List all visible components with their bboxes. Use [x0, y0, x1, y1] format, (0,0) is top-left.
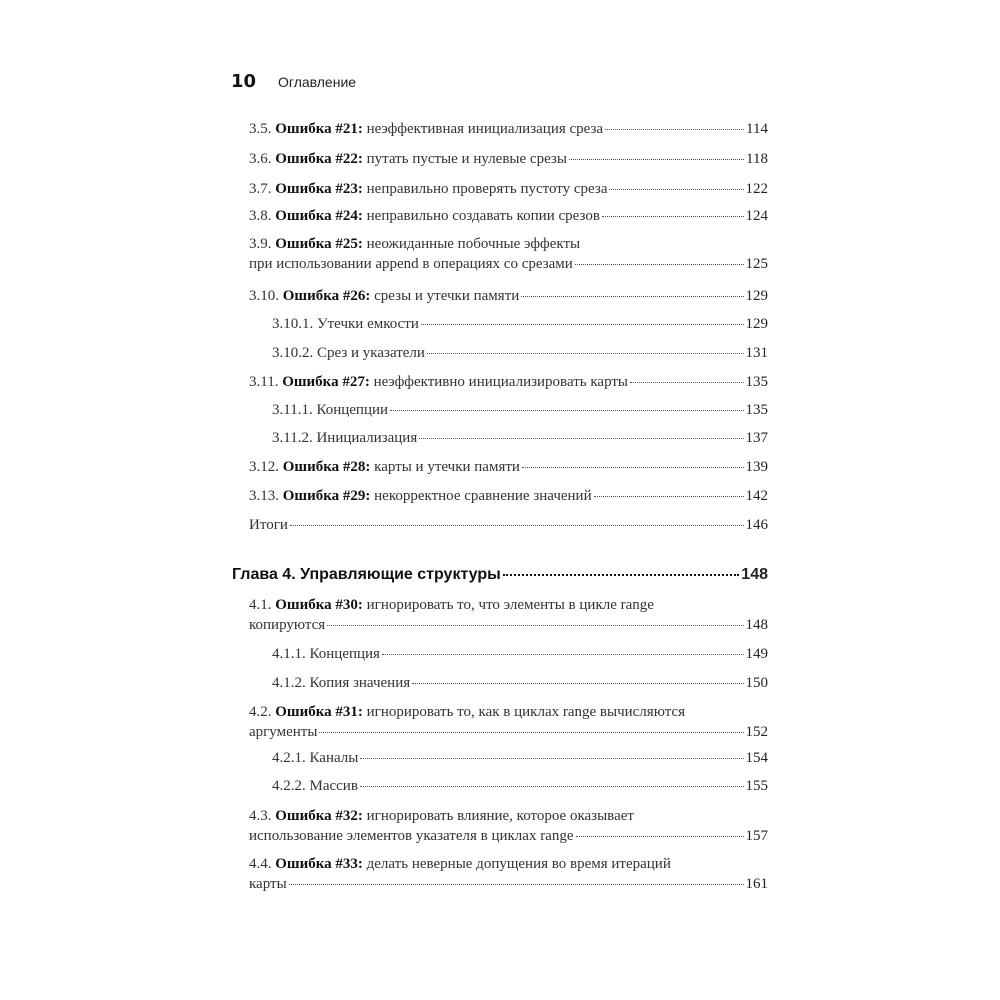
page-ref: 122 [745, 181, 768, 197]
entry-title: Утечки емкости [317, 316, 419, 332]
toc-entry[interactable] [272, 430, 768, 447]
dot-leader [319, 732, 743, 733]
page-ref: 152 [745, 724, 768, 740]
page-ref: 142 [745, 488, 768, 504]
entry-title: срезы и утечки памяти [374, 288, 520, 304]
page-ref: 148 [741, 566, 768, 583]
page-ref: 157 [745, 828, 768, 844]
dot-leader [390, 410, 743, 411]
page-ref: 118 [746, 151, 768, 167]
toc-entry[interactable] [249, 121, 768, 138]
toc-entry-continuation[interactable] [249, 828, 768, 845]
entry-title: Инициализация [316, 430, 418, 446]
dot-leader [521, 296, 743, 297]
dot-leader [360, 786, 744, 787]
toc-entry[interactable] [249, 704, 768, 721]
page-ref: 137 [745, 430, 768, 446]
section-number: 3.11.1. [272, 402, 313, 418]
entry-title: Концепции [316, 402, 389, 418]
toc-entry[interactable] [272, 402, 768, 419]
section-number: 4.1.2. [272, 675, 306, 691]
toc-entry[interactable] [249, 459, 768, 476]
mistake-label: Ошибка #32: [275, 808, 363, 824]
dot-leader [289, 884, 744, 885]
mistake-label: Ошибка #25: [275, 236, 363, 252]
toc-chapter-entry[interactable] [232, 566, 768, 584]
page-ref: 139 [745, 459, 768, 475]
entry-title: делать неверные допущения во время итераций [366, 856, 671, 872]
mistake-label: Ошибка #27: [282, 374, 370, 390]
entry-title: Концепция [309, 646, 380, 662]
page-ref: 125 [745, 256, 768, 272]
page-ref: 148 [745, 617, 768, 633]
toc-entry[interactable] [249, 374, 768, 391]
entry-title: неэффективная инициализация среза [366, 121, 604, 137]
section-number: 3.11.2. [272, 430, 313, 446]
entry-title-continued: карты [249, 876, 287, 892]
entry-title: неожиданные побочные эффекты [366, 236, 581, 252]
dot-leader [569, 159, 744, 160]
mistake-label: Ошибка #33: [275, 856, 363, 872]
entry-title: игнорировать то, что элементы в цикле range [366, 597, 654, 613]
mistake-label: Ошибка #23: [275, 181, 363, 197]
section-number: 4.4. [249, 856, 272, 872]
mistake-label: Ошибка #29: [282, 488, 371, 504]
page-ref: 114 [746, 121, 768, 137]
dot-leader [602, 216, 744, 217]
toc-entry[interactable] [249, 288, 768, 305]
toc-entry-continuation[interactable] [249, 724, 768, 741]
entry-title: Копия значения [309, 675, 411, 691]
dot-leader [419, 438, 743, 439]
toc-entry-continuation[interactable] [249, 617, 768, 634]
entry-title: путать пустые и нулевые срезы [366, 151, 567, 167]
entry-title-continued: использование элементов указателя в циклах range [249, 828, 574, 844]
entry-title: Итоги [249, 517, 288, 533]
running-title: Оглавление [278, 74, 357, 90]
mistake-label: Ошибка #26: [282, 288, 371, 304]
entry-title: игнорировать влияние, которое оказывает [366, 808, 634, 824]
dot-leader [412, 683, 743, 684]
section-number: 4.2.1. [272, 750, 306, 766]
page-ref: 154 [745, 750, 768, 766]
dot-leader [427, 353, 744, 354]
section-number: 3.7. [249, 181, 272, 197]
toc-entry[interactable] [249, 181, 768, 198]
toc-entry[interactable] [249, 236, 768, 253]
entry-title: игнорировать то, как в циклах range вычисляются [366, 704, 685, 720]
entry-title: неправильно создавать копии срезов [366, 208, 600, 224]
entry-title-continued: аргументы [249, 724, 318, 740]
toc-entry[interactable] [272, 316, 768, 333]
dot-leader [630, 382, 743, 383]
page-ref: 129 [745, 288, 768, 304]
dot-leader [382, 654, 744, 655]
toc-entry[interactable] [272, 675, 768, 692]
section-number: 4.1.1. [272, 646, 306, 662]
section-number: 4.1. [249, 597, 272, 613]
section-number: 3.11. [249, 374, 279, 390]
entry-title: некорректное сравнение значений [374, 488, 592, 504]
page-ref: 124 [745, 208, 768, 224]
section-number: 3.9. [249, 236, 272, 252]
toc-entry[interactable] [272, 750, 768, 767]
page-ref: 161 [745, 876, 768, 892]
page-ref: 155 [745, 778, 768, 794]
section-number: 4.3. [249, 808, 272, 824]
mistake-label: Ошибка #24: [275, 208, 363, 224]
entry-title: неэффективно инициализировать карты [373, 374, 629, 390]
page-ref: 149 [745, 646, 768, 662]
section-number: 3.12. [249, 459, 279, 475]
toc-entry[interactable] [272, 778, 768, 795]
dot-leader [605, 129, 744, 130]
section-number: 4.2.2. [272, 778, 306, 794]
dot-leader [327, 625, 743, 626]
page-ref: 135 [745, 402, 768, 418]
mistake-label: Ошибка #31: [275, 704, 363, 720]
section-number: 3.10.2. [272, 345, 314, 361]
toc-entry[interactable] [249, 597, 768, 614]
section-number: 4.2. [249, 704, 272, 720]
toc-entry[interactable] [249, 856, 768, 873]
chapter-title: Глава 4. Управляющие структуры [232, 566, 501, 583]
toc-entry[interactable] [272, 646, 768, 663]
dot-leader [360, 758, 743, 759]
dot-leader [421, 324, 744, 325]
section-number: 3.10. [249, 288, 279, 304]
page-ref: 135 [745, 374, 768, 390]
toc-entry[interactable] [249, 517, 768, 534]
dot-leader [576, 836, 744, 837]
mistake-label: Ошибка #22: [275, 151, 363, 167]
section-number: 3.6. [249, 151, 272, 167]
dot-leader [522, 467, 744, 468]
entry-title: неправильно проверять пустоту среза [366, 181, 608, 197]
section-number: 3.13. [249, 488, 279, 504]
dot-leader [609, 189, 743, 190]
toc-entry-continuation[interactable] [249, 876, 768, 893]
dot-leader [575, 264, 744, 265]
entry-title: Каналы [309, 750, 359, 766]
toc-entry[interactable] [249, 151, 768, 168]
mistake-label: Ошибка #21: [275, 121, 363, 137]
section-number: 3.5. [249, 121, 272, 137]
toc-entry[interactable] [249, 808, 768, 825]
page-ref: 131 [745, 345, 768, 361]
page-number: 10 [231, 71, 257, 92]
entry-title-continued: копируются [249, 617, 326, 633]
page-ref: 129 [745, 316, 768, 332]
dot-leader [290, 525, 744, 526]
mistake-label: Ошибка #30: [275, 597, 363, 613]
entry-title-continued: при использовании append в операциях со срезами [249, 256, 573, 272]
entry-title: карты и утечки памяти [374, 459, 520, 475]
section-number: 3.8. [249, 208, 272, 224]
toc-entry-continuation[interactable] [249, 256, 768, 273]
page-ref: 150 [745, 675, 768, 691]
dot-leader [594, 496, 744, 497]
entry-title: Массив [309, 778, 358, 794]
section-number: 3.10.1. [272, 316, 314, 332]
toc-entry[interactable] [272, 345, 768, 362]
toc-entry[interactable] [249, 488, 768, 505]
entry-title: Срез и указатели [317, 345, 425, 361]
toc-entry[interactable] [249, 208, 768, 225]
page-ref: 146 [745, 517, 768, 533]
dot-leader [503, 574, 739, 576]
mistake-label: Ошибка #28: [282, 459, 371, 475]
